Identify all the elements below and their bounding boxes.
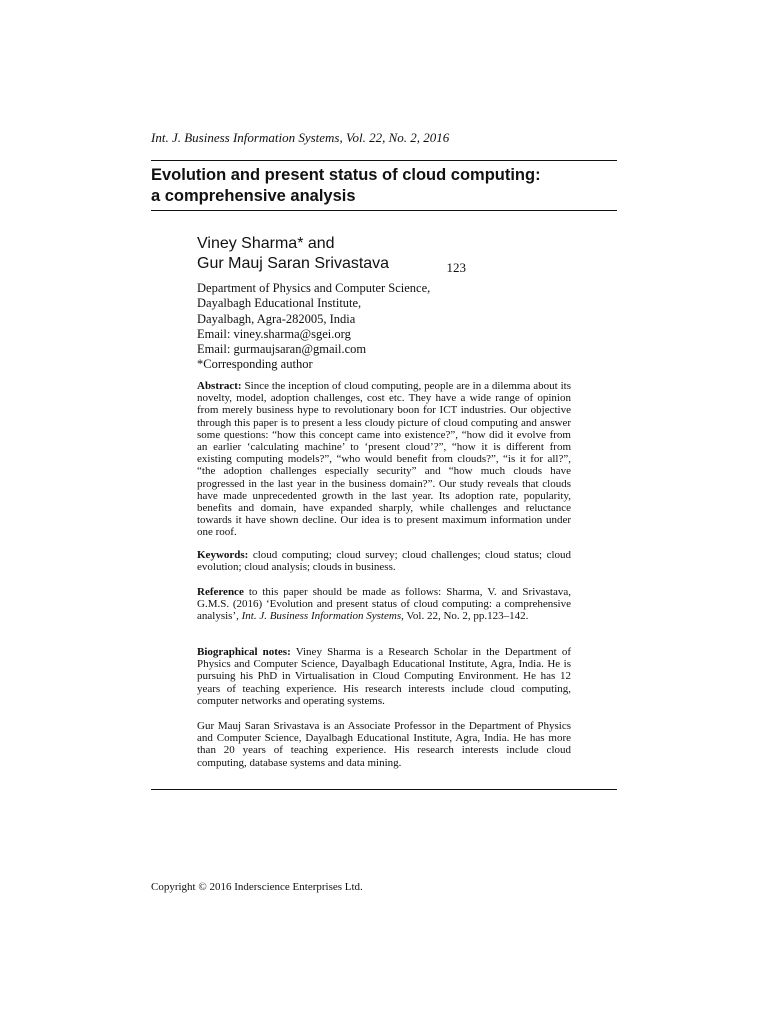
reference-journal: Int. J. Business Information Systems: [241, 610, 402, 623]
affiliation-institute: Dayalbagh Educational Institute,: [197, 296, 362, 311]
reference-text: to this paper should be made as follows: Sharma, V. and Srivastava, G.M.S. (2016) ‘Evolution and present status of cloud computing: a comprehensive analysis’,: [197, 586, 572, 623]
affiliation-address: Dayalbagh, Agra-282005, India: [197, 311, 356, 326]
affiliation-department: Department of Physics and Computer Science,: [197, 281, 431, 295]
author-list: [197, 234, 617, 274]
affiliation-email-2: Email: gurmaujsaran@gmail.com: [197, 342, 367, 357]
keywords-text: cloud computing; cloud survey; cloud challenges; cloud status; cloud evolution; cloud analysis; clouds in business.: [197, 549, 572, 574]
reference-section: [197, 586, 571, 623]
biographical-notes-section: [197, 646, 571, 707]
affiliation-block: [197, 281, 617, 373]
biographical-notes-label: Biographical notes:: [197, 646, 291, 658]
biography-first-author: Viney Sharma is a Research Scholar in the Department of Physics and Computer Science, Dayalbagh Educational Institute, Agra, India. He is pursuing his PhD in Virtualisation in Cloud Computing Environment. He has 12 years of teaching experience. His research interests include cloud computing, computer networks and operating systems.: [197, 646, 571, 707]
paper-title-line-2: a comprehensive analysis: [151, 187, 356, 205]
corresponding-author-note: *Corresponding author: [197, 357, 313, 372]
abstract-section: [197, 380, 571, 539]
abstract-label: Abstract:: [197, 380, 242, 392]
biography-second-author: [197, 720, 571, 769]
page-number: 123: [446, 260, 466, 275]
biography-second-author-text: Gur Mauj Saran Srivastava is an Associate Professor in the Department of Physics and Computer Science, Dayalbagh Educational Institute, Agra, India. He has more than 20 years of teaching experience. His research interests include cloud computing, database systems and data mining.: [197, 720, 571, 769]
journal-citation: Int. J. Business Information Systems, Vol. 22, No. 2, 2016: [151, 130, 450, 145]
paper-title-line-1: Evolution and present status of cloud computing:: [151, 166, 541, 184]
title-top-rule: [151, 160, 617, 161]
reference-label: Reference: [197, 586, 244, 598]
paper-title: [151, 165, 617, 207]
front-matter-end-rule: [151, 789, 617, 790]
author-line-1: Viney Sharma* and: [197, 235, 335, 252]
affiliation-email-1: Email: viney.sharma@sgei.org: [197, 326, 351, 341]
author-line-2: Gur Mauj Saran Srivastava: [197, 255, 390, 272]
reference-volume: , Vol. 22, No. 2, pp.123–142.: [401, 610, 529, 623]
abstract-text: Since the inception of cloud computing, people are in a dilemma about its novelty, model, adoption challenges, cost etc. They have a wide range of opinion from merely business hype to revolutionary boon for ICT industries. Our objective through this paper is to present a less cloudy picture of cloud computing and answer some questions: “how this concept came into existence?”, “how did it evolve from an earlier ‘calculating machine’ to ‘present cloud’?”, “how it is different from existing computing models?”, “who would benefit from clouds?”, “is it for all?”, “the adoption challenges especially security” and “how much clouds have progressed in the last year in the business domain?”. Our study reveals that clouds have made unprecedented growth in the last year. Its adoption rate, popularity, benefits and domain, have expanded sharply, while challenges and reluctance towards it have shown decline. Our idea is to present maximum information under one roof.: [197, 380, 571, 539]
keywords-label: Keywords:: [197, 549, 249, 561]
copyright-notice: Copyright © 2016 Inderscience Enterprises Ltd.: [151, 881, 363, 893]
keywords-section: [197, 549, 571, 573]
title-bottom-rule: [151, 210, 617, 211]
